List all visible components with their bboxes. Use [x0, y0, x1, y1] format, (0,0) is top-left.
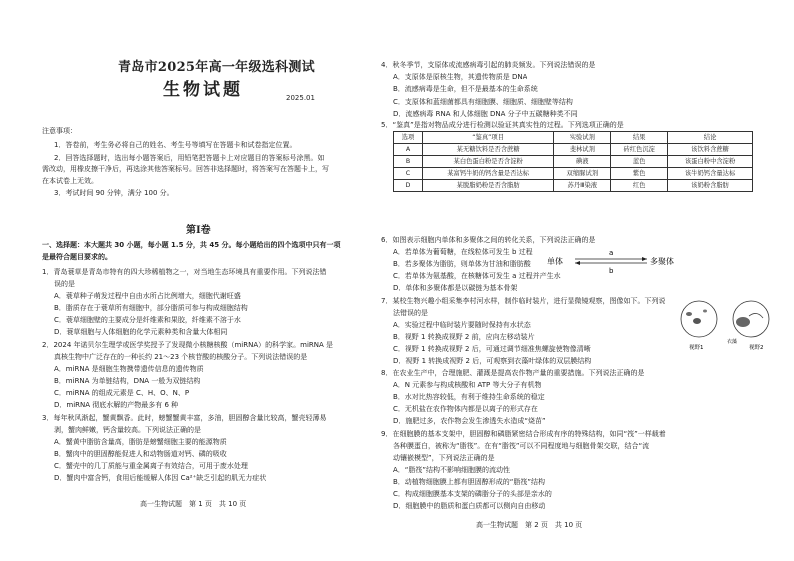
q2-stem: 2．2024 年诺贝尔生理学或医学奖授予了发现微小核糖核酸（miRNA）的科学家。miRNA 是: [42, 341, 334, 349]
table-cell: 双缩脲试剂: [554, 168, 611, 180]
table-header: 选项: [394, 132, 423, 144]
notes-item: 3．考试时间 90 分钟，满分 100 分。: [54, 189, 174, 197]
q6-option: B．若多聚体为脂肪，则单体为甘油和脂肪酸: [393, 260, 531, 268]
q4-option: B．流感病毒是生命，但不是最基本的生命系统: [393, 85, 538, 93]
table-cell: 某白色蛋白粉是否含淀粉: [422, 156, 553, 168]
algae-icon: [703, 310, 707, 313]
q1-option: D．蓑草细胞与人体细胞的化学元素种类和含量大体相同: [54, 328, 228, 336]
flagella-icon: [749, 313, 763, 318]
table-cell: 该奶粉含脂肪: [668, 180, 753, 192]
section-heading: 是最符合题目要求的。: [42, 253, 112, 261]
right-page: [381, 0, 794, 561]
q3-option: D．蟹肉中富含钙，食用后能缓解人体因 Ca²⁺缺乏引起的肌无力症状: [54, 474, 267, 482]
q1-stem: 误的是: [54, 280, 75, 288]
q2-stem: 真核生物中广泛存在的一种长约 21～23 个核苷酸的核酸分子。下列说法错误的是: [54, 353, 308, 361]
table-header: 结论: [668, 132, 753, 144]
arrow-head-icon: [642, 257, 647, 261]
q8-option: D．施肥过多，农作物会发生渗透失水造成“烧苗”: [393, 417, 546, 425]
table-row: [394, 180, 753, 192]
q3-option: C．蟹壳中的几丁质能与重金属离子有效结合，可用于废水处理: [54, 462, 248, 470]
table-cell: D: [394, 180, 423, 192]
table-cell: A: [394, 144, 423, 156]
table-cell: 该牛奶钙含量达标: [668, 168, 753, 180]
q3-option: A．蟹黄中脂肪含量高，脂肪是螃蟹细胞主要的能源物质: [54, 438, 227, 446]
q9-option: D．细胞膜中的脂质和蛋白质都可以侧向自由移动: [393, 502, 546, 510]
q1-option: B．脂质存在于蓑草所有细胞中，部分脂质可参与构成细胞结构: [54, 304, 248, 312]
table-cell: 紫色: [611, 168, 668, 180]
section-heading: 一、选择题：本大题共 30 小题，每小题 1.5 分，共 45 分。每小题给出的四个选项中只有一项: [42, 241, 341, 249]
diagram-bottom-label: b: [609, 267, 614, 275]
q2-option: A．miRNA 是细胞生物携带遗传信息的遗传物质: [54, 365, 204, 373]
diagram-top-label: a: [609, 249, 614, 257]
q9-stem: 9．在细胞膜的基本支架中，胆固醇和磷脂紧密结合形成有序的特殊结构，如同“筏”一样载着: [381, 430, 666, 438]
q6-option: D．单体和多聚体都是以碳链为基本骨架: [393, 284, 518, 292]
notes-heading: 注意事项：: [42, 127, 77, 135]
notes-item: 1．答卷前，考生务必将自己的姓名、考生号等填写在答题卡和试卷指定位置。: [54, 141, 297, 149]
algae-icon: [693, 318, 701, 324]
table-cell: 某富钙牛奶的钙含量是否达标: [422, 168, 553, 180]
algae-icon: [686, 312, 692, 316]
q9-option: A．“脂筏”结构不影响细胞膜的流动性: [393, 466, 511, 474]
q5-stem: 5．“鉴真”是指对物品成分进行检测以验证其真实性的过程。下列选项正确的是: [381, 121, 624, 129]
table-cell: 苏丹Ⅲ染液: [554, 180, 611, 192]
view2-label: 视野2: [749, 345, 764, 351]
q1-option: A．蓑草种子萌发过程中自由水所占比例增大，细胞代谢旺盛: [54, 292, 241, 300]
q6-option: C．若单体为氨基酸，在核糖体可发生 a 过程并产生水: [393, 272, 561, 280]
table-header: “鉴真”项目: [422, 132, 553, 144]
q4-option: D．流感病毒 RNA 和人体细胞 DNA 分子中五碳糖种类不同: [393, 110, 578, 118]
q8-option: B．水对比热容较低，有利于维持生命系统的稳定: [393, 393, 545, 401]
q8-option: A．N 元素参与构成核酸和 ATP 等大分子有机物: [393, 381, 542, 389]
table-cell: C: [394, 168, 423, 180]
q4-option: C．支原体和蓝细菌都具有细胞膜、细胞质、细胞壁等结构: [393, 98, 573, 106]
q6-option: A．若单体为葡萄糖，在线粒体可发生 b 过程: [393, 248, 533, 256]
page-footer: 高一生物试题 第 2 页 共 10 页: [476, 521, 583, 529]
q1-stem: 1．青岛蓑草是青岛市特有的四大珍稀植物之一，对当地生态环境具有重要作用。下列说法错: [42, 268, 327, 276]
q4-option: A．支原体是原核生物，其遗传物质是 DNA: [393, 73, 528, 81]
diagram-right-label: 多聚体: [650, 257, 674, 266]
notes-item: 需改动，用橡皮擦干净后，再选涂其他答案标号。回答非选择题时，将答案写在答题卡上，写: [42, 165, 329, 173]
q7-option: B．视野 1 转换成视野 2 前，应向左移动装片: [393, 333, 535, 341]
q9-stem: 各种膜蛋白，被称为“脂筏”。在有“脂筏”可以不同程度地与细胞骨架交联，结合“流: [393, 442, 650, 450]
q8-stem: 8．在农业生产中，合理施肥、灌溉是提高农作物产量的重要措施。下列说法正确的是: [381, 369, 645, 377]
q3-stem: 剥，蟹肉鲜嫩，钙含量较高。下列说法正确的是: [54, 426, 201, 434]
q2-option: B．miRNA 为单链结构，DNA 一般为双链结构: [54, 377, 201, 385]
table-row: [394, 168, 753, 180]
table-cell: 某无糖饮料是否含蔗糖: [422, 144, 553, 156]
table-cell: 砖红色沉淀: [611, 144, 668, 156]
exam-title: 青岛市2025年高一年级选科测试: [118, 60, 315, 75]
table-row: [394, 144, 753, 156]
q3-stem: 3．每年秋风渐起，蟹黄飘香。此时，螃蟹蟹黄丰富，多油，胆固醇含量比较高，蟹壳轻薄易: [42, 414, 327, 422]
q9-option: B．动植物细胞膜上都有胆固醇形成的“脂筏”结构: [393, 478, 546, 486]
q9-option: C．构成细胞膜基本支架的磷脂分子的头部是亲水的: [393, 490, 552, 498]
view1-label: 视野1: [689, 345, 704, 351]
table-cell: B: [394, 156, 423, 168]
table-cell: 该蛋白粉中含淀粉: [668, 156, 753, 168]
arrow-head-icon: [575, 261, 580, 265]
q2-option: D．miRNA 彻底水解的产物最多有 6 种: [54, 401, 179, 409]
q7-option: D．视野 1 转换成视野 2 后，可观察到衣藻叶绿体的双层膜结构: [393, 357, 592, 365]
q6-stem: 6．如图表示细胞内单体和多聚体之间的转化关系，下列说法正确的是: [381, 236, 596, 244]
table-cell: 蓝色: [611, 156, 668, 168]
notes-item: 2．回答选择题时，选出每小题答案后，用铅笔把答题卡上对应题目的答案标号涂黑。如: [54, 154, 325, 162]
microscope-views: [679, 296, 775, 352]
q4-stem: 4．秋冬季节，支原体或流感病毒引起的肺炎频发。下列说法错误的是: [381, 61, 596, 69]
q1-option: C．蓑草细胞壁的主要成分是纤维素和果胶，纤维素不溶于水: [54, 316, 241, 324]
monomer-polymer-diagram: [547, 246, 677, 276]
q7-option: A．实验过程中临时装片要随时保持有水状态: [393, 321, 531, 329]
table-cell: 红色: [611, 180, 668, 192]
exam-subject: 生物试题: [163, 80, 243, 100]
table-cell: 碘液: [554, 156, 611, 168]
table-cell: 某脱脂奶粉是否含脂肪: [422, 180, 553, 192]
q7-stem: 法错误的是: [393, 309, 428, 317]
page-footer: 高一生物试题 第 1 页 共 10 页: [140, 500, 247, 508]
q8-option: C．无机盐在农作物体内都是以离子的形式存在: [393, 405, 538, 413]
algae-icon: [736, 317, 750, 327]
notes-item: 在本试卷上无效。: [42, 177, 98, 185]
q7-stem: 7．某校生物兴趣小组采集李村河水样，制作临时装片，进行显微镜观察，图像如下。下列说: [381, 297, 666, 305]
q5-table: [393, 131, 753, 192]
table-cell: 斐林试剂: [554, 144, 611, 156]
diagram-left-label: 单体: [547, 257, 563, 266]
q3-option: B．蟹肉中的胆固醇能促进人和动物肠道对钙、磷的吸收: [54, 450, 227, 458]
table-row: [394, 156, 753, 168]
q2-option: C．miRNA 的组成元素是 C、H、O、N、P: [54, 389, 190, 397]
q9-stem: 动镶嵌模型”，下列说法正确的是: [393, 454, 495, 462]
q7-option: C．视野 1 转换成视野 2 后，可通过调节细准焦螺旋使物像清晰: [393, 345, 591, 353]
table-header: 实验试剂: [554, 132, 611, 144]
volume-heading: 第Ⅰ卷: [186, 225, 211, 236]
exam-date: 2025.01: [286, 94, 315, 102]
algae-label: 衣藻: [727, 339, 738, 345]
table-header-row: [394, 132, 753, 144]
table-cell: 该饮料含蔗糖: [668, 144, 753, 156]
table-header: 结果: [611, 132, 668, 144]
